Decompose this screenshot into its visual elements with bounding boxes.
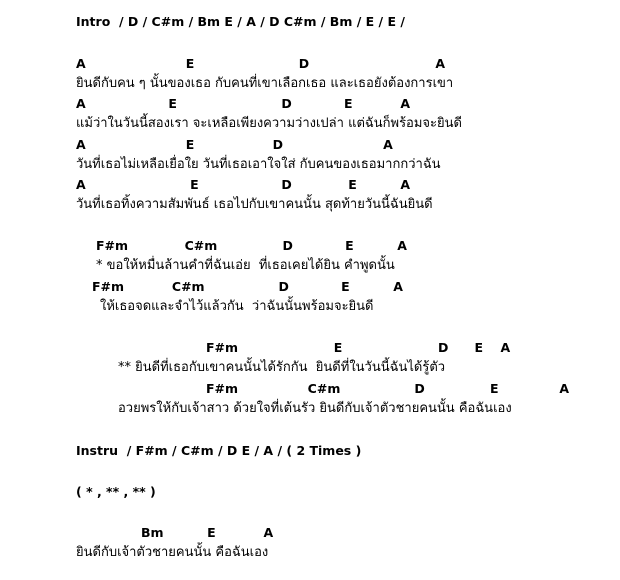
chord-line: Bm E A [141, 525, 274, 540]
lyric-line: แม้ว่าในวันนี้สองเรา จะเหลือเพียงความว่างเปล่า แต่ฉันก็พร้อมจะยินดี [76, 116, 462, 131]
repeat-line: ( * , ** , ** ) [76, 484, 156, 499]
chord-line: F#m C#m D E A [96, 238, 407, 253]
chord-line: F#m C#m D E A [206, 381, 570, 396]
chord-line: A E D A [76, 56, 446, 71]
lyric-line: ยินดีกับคน ๆ นั้นของเธอ กับคนที่เขาเลือกเธอ และเธอยังต้องการเขา [76, 76, 454, 91]
lyric-line: * ขอให้หมื่นล้านคำที่ฉันเอ่ย ที่เธอเคยได้ยิน คำพูดนั้น [96, 258, 395, 273]
lyric-line: ให้เธอจดและจำไว้แล้วกัน ว่าฉันนั้นพร้อมจะยินดี [100, 299, 374, 314]
chord-line: A E D E A [76, 96, 411, 111]
lyric-line: อวยพรให้กับเจ้าสาว ด้วยใจที่เต้นรัว ยินดีกับเจ้าตัวชายคนนั้น คือฉันเอง [118, 401, 512, 416]
intro-line: Intro / D / C#m / Bm E / A / D C#m / Bm / E / E / [76, 14, 405, 29]
lyric-line: ** ยินดีที่เธอกับเขาคนนั้นได้รักกัน ยินดีที่ในวันนี้ฉันได้รู้ตัว [118, 360, 446, 375]
lyric-line: ยินดีกับเจ้าตัวชายคนนั้น คือฉันเอง [76, 545, 269, 560]
chord-line: A E D A [76, 137, 393, 152]
lyric-line: วันที่เธอไม่เหลือเยื่อใย วันที่เธอเอาใจใส่ กับคนของเธอมากกว่าฉัน [76, 157, 441, 172]
chord-line: F#m E D E A [206, 340, 511, 355]
lyric-line: วันที่เธอทิ้งความสัมพันธ์ เธอไปกับเขาคนนั้น สุดท้ายวันนี้ฉันยินดี [76, 197, 433, 212]
instru-line: Instru / F#m / C#m / D E / A / ( 2 Times ) [76, 443, 362, 458]
chord-line: A E D E A [76, 177, 411, 192]
chord-line: F#m C#m D E A [92, 279, 403, 294]
